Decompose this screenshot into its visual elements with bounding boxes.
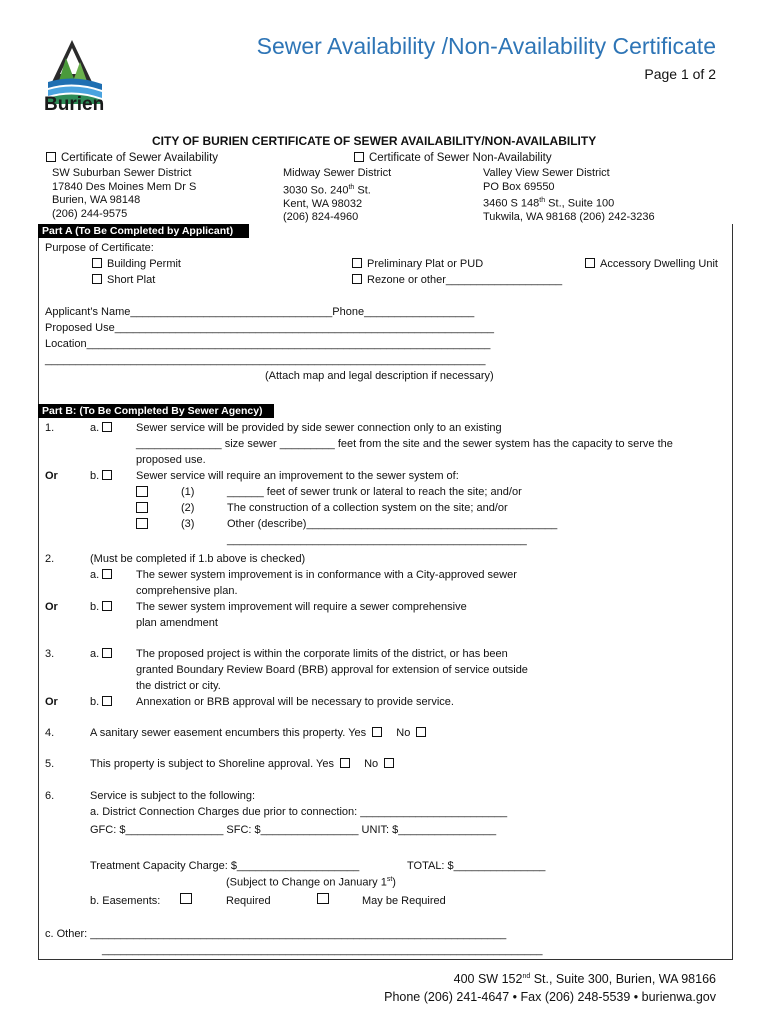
q4-yes-checkbox[interactable] xyxy=(372,727,382,737)
page-title: Sewer Availability /Non-Availability Certificate xyxy=(256,33,716,59)
q1b-item-2-checkbox[interactable] xyxy=(136,502,148,513)
q2a-text-2: comprehensive plan. xyxy=(136,585,238,597)
form-frame-left xyxy=(38,224,39,960)
easements-required-checkbox-wrap[interactable] xyxy=(180,893,192,906)
q6a-charges-fields[interactable]: GFC: $________________ SFC: $________________ UNIT: $________________ xyxy=(90,824,497,836)
q1b-other-line[interactable]: _________________________________________________ xyxy=(227,534,527,546)
q2a-checkbox[interactable] xyxy=(102,569,112,579)
q5-no-checkbox[interactable] xyxy=(384,758,394,768)
q3b-text: Annexation or BRB approval will be necessary to provide service. xyxy=(136,696,454,708)
q2b-checkbox[interactable] xyxy=(102,601,112,611)
q3b-option[interactable]: b. xyxy=(90,696,117,708)
q3a-checkbox[interactable] xyxy=(102,648,112,658)
q4-no-checkbox[interactable] xyxy=(416,727,426,737)
subject-to-change-note: (Subject to Change on January 1st) xyxy=(226,876,396,889)
adu-checkbox[interactable] xyxy=(585,258,595,268)
total-charge[interactable]: TOTAL: $_______________ xyxy=(407,860,546,872)
rezone-checkbox[interactable] xyxy=(352,274,362,284)
availability-checkbox[interactable] xyxy=(46,152,56,162)
q1a-text-2[interactable]: ______________ size sewer _________ feet from the site and the sewer system has the capacity to serve the xyxy=(136,438,673,450)
treatment-capacity-charge[interactable]: Treatment Capacity Charge: $____________________ xyxy=(90,860,360,872)
q1b-item-1[interactable] xyxy=(136,486,148,499)
q3a-option[interactable]: a. xyxy=(90,648,117,660)
q2a-option[interactable]: a. xyxy=(90,569,117,581)
option-non-availability[interactable]: Certificate of Sewer Non-Availability xyxy=(354,152,552,164)
q6a-connection-charges[interactable]: a. District Connection Charges due prior to connection: ________________________ xyxy=(90,806,508,818)
q1a-text-3: proposed use. xyxy=(136,454,206,466)
form-frame-bottom xyxy=(38,959,733,960)
q1a-checkbox[interactable] xyxy=(102,422,112,432)
location-field[interactable]: Location__________________________________________________________________ xyxy=(45,338,491,350)
option-availability[interactable]: Certificate of Sewer Availability xyxy=(46,152,218,164)
location-field-line-2[interactable]: ________________________________________________________________________ xyxy=(45,354,486,366)
purpose-short-plat[interactable]: Short Plat xyxy=(92,274,155,286)
q1b-option[interactable]: b. xyxy=(90,470,117,482)
district-valley-view: Valley View Sewer District PO Box 69550 3460 S 148th St., Suite 100 Tukwila, WA 98168 (206) 242-3236 xyxy=(483,167,655,224)
easements-may-be-required-checkbox[interactable] xyxy=(317,893,329,904)
form-title: CITY OF BURIEN CERTIFICATE OF SEWER AVAILABILITY/NON-AVAILABILITY xyxy=(152,134,597,148)
footer-contact: Phone (206) 241-4647 • Fax (206) 248-5539 • burienwa.gov xyxy=(384,990,716,1004)
q1b-item-1-num: (1) xyxy=(181,486,195,498)
q1-number: 1. xyxy=(45,422,55,434)
q3-number: 3. xyxy=(45,648,55,660)
q2b-text-1: The sewer system improvement will require a sewer comprehensive xyxy=(136,601,467,613)
proposed-use-field[interactable]: Proposed Use______________________________________________________________ xyxy=(45,322,495,334)
form-frame-right xyxy=(732,224,733,960)
building-permit-checkbox[interactable] xyxy=(92,258,102,268)
q6-number: 6. xyxy=(45,790,55,802)
q1b-item-3[interactable] xyxy=(136,518,148,531)
purpose-building-permit[interactable]: Building Permit xyxy=(92,258,181,270)
q1b-item-3-checkbox[interactable] xyxy=(136,518,148,529)
q1b-checkbox[interactable] xyxy=(102,470,112,480)
q3a-text-1: The proposed project is within the corporate limits of the district, or has been xyxy=(136,648,508,660)
part-a-heading: Part A (To Be Completed by Applicant) xyxy=(38,224,249,238)
q2-or-label: Or xyxy=(45,601,58,613)
q3a-text-3: the district or city. xyxy=(136,680,221,692)
q1-or-label: Or xyxy=(45,470,58,482)
q1b-item-1-text[interactable]: ______ feet of sewer trunk or lateral to reach the site; and/or xyxy=(227,486,522,498)
easements-required-checkbox[interactable] xyxy=(180,893,192,904)
q1a-option[interactable]: a. xyxy=(90,422,117,434)
q2a-text-1: The sewer system improvement is in conformance with a City-approved sewer xyxy=(136,569,517,581)
purpose-preliminary-plat[interactable]: Preliminary Plat or PUD xyxy=(352,258,483,270)
q3-or-label: Or xyxy=(45,696,58,708)
short-plat-checkbox[interactable] xyxy=(92,274,102,284)
easements-may-checkbox-wrap[interactable] xyxy=(317,893,329,906)
easements-may-be-required-label: May be Required xyxy=(362,895,446,907)
q2b-text-2: plan amendment xyxy=(136,617,218,629)
q1b-item-3-num: (3) xyxy=(181,518,195,530)
logo-text: Burien xyxy=(44,94,105,115)
q1b-item-2-text: The construction of a collection system on the site; and/or xyxy=(227,502,508,514)
q4-number: 4. xyxy=(45,727,55,739)
other-field-line-2[interactable]: ________________________________________________________________________ xyxy=(102,944,543,956)
q3a-text-2: granted Boundary Review Board (BRB) approval for extension of service outside xyxy=(136,664,528,676)
q6-intro: Service is subject to the following: xyxy=(90,790,256,802)
easements-label: b. Easements: xyxy=(90,895,161,907)
page-number: Page 1 of 2 xyxy=(644,66,716,82)
q1b-item-2-num: (2) xyxy=(181,502,195,514)
preliminary-plat-checkbox[interactable] xyxy=(352,258,362,268)
q2b-option[interactable]: b. xyxy=(90,601,117,613)
q3b-checkbox[interactable] xyxy=(102,696,112,706)
q1b-item-3-text[interactable]: Other (describe)_________________________________________ xyxy=(227,518,558,530)
q5-question: This property is subject to Shoreline approval. Yes No xyxy=(90,758,399,770)
non-availability-checkbox[interactable] xyxy=(354,152,364,162)
district-midway: Midway Sewer District 3030 So. 240th St. Kent, WA 98032 (206) 824-4960 xyxy=(283,167,392,224)
q2-number: 2. xyxy=(45,553,55,565)
purpose-label: Purpose of Certificate: xyxy=(45,242,154,254)
district-sw-suburban: SW Suburban Sewer District 17840 Des Moines Mem Dr S Burien, WA 98148 (206) 244-9575 xyxy=(52,167,197,220)
q1b-item-2[interactable] xyxy=(136,502,148,515)
q4-question: A sanitary sewer easement encumbers this property. Yes No xyxy=(90,727,431,739)
easements-required-label: Required xyxy=(226,895,271,907)
applicant-name-field[interactable]: Applicant’s Name_________________________________Phone__________________ xyxy=(45,306,475,318)
purpose-rezone[interactable]: Rezone or other___________________ xyxy=(352,274,562,286)
footer-address: 400 SW 152nd St., Suite 300, Burien, WA 98166 xyxy=(453,972,716,986)
q5-number: 5. xyxy=(45,758,55,770)
purpose-adu[interactable]: Accessory Dwelling Unit xyxy=(585,258,718,270)
other-field[interactable]: c. Other: ____________________________________________________________________ xyxy=(45,928,507,940)
q5-yes-checkbox[interactable] xyxy=(340,758,350,768)
q1b-item-1-checkbox[interactable] xyxy=(136,486,148,497)
burien-logo xyxy=(40,38,110,118)
q1b-text: Sewer service will require an improvement to the sewer system of: xyxy=(136,470,459,482)
q1a-text-1: Sewer service will be provided by side sewer connection only to an existing xyxy=(136,422,502,434)
q2-intro: (Must be completed if 1.b above is checked) xyxy=(90,553,306,565)
part-b-heading: Part B: (To Be Completed By Sewer Agency) xyxy=(38,404,274,418)
attach-note: (Attach map and legal description if necessary) xyxy=(265,370,494,382)
